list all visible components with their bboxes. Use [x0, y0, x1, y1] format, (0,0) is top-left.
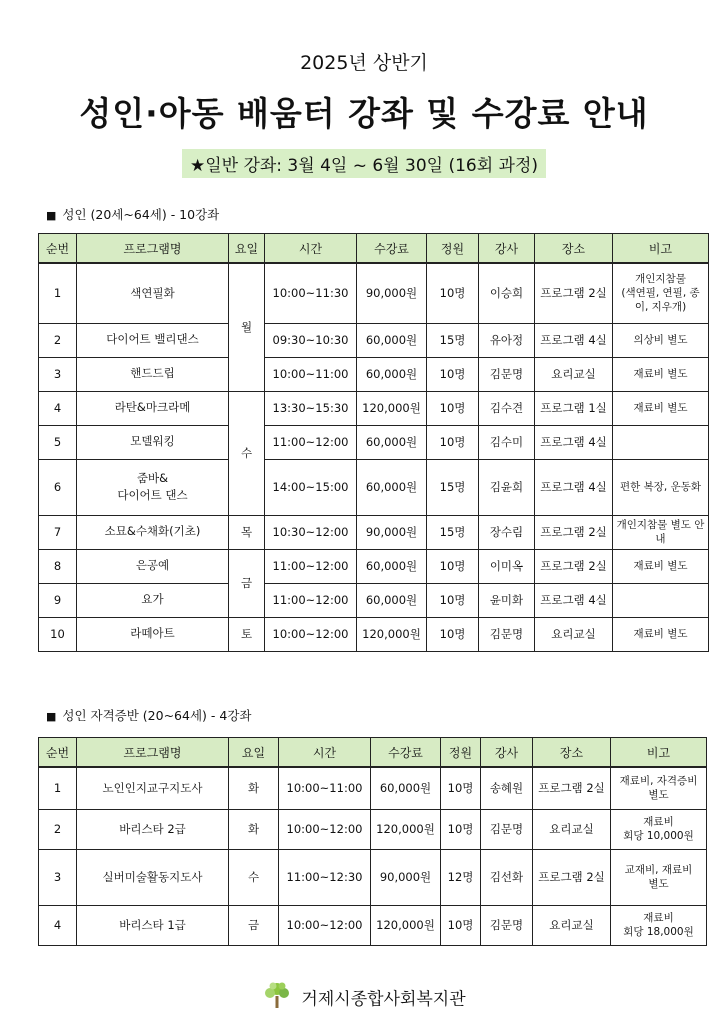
cell-day: 월	[229, 263, 265, 391]
cell-program: 모델워킹	[77, 425, 229, 459]
table-row	[39, 809, 707, 849]
cell-capacity: 10명	[427, 617, 479, 651]
cell-program: 줌바& 다이어트 댄스	[77, 459, 229, 515]
page-title: 성인·아동 배움터 강좌 및 수강료 안내	[79, 94, 649, 133]
cell-teacher: 김문명	[481, 905, 533, 945]
cell-place: 요리교실	[535, 357, 613, 391]
cell-day: 목	[229, 515, 265, 549]
cell-place: 프로그램 2실	[535, 515, 613, 549]
cell-note: 재료비 별도	[613, 391, 709, 425]
cell-note: 재료비 별도	[613, 549, 709, 583]
section2-heading	[46, 706, 251, 724]
cell-day: 화	[229, 809, 279, 849]
cell-fee: 60,000원	[357, 425, 427, 459]
table-row	[39, 391, 709, 425]
cell-note: 재료비 회당 10,000원	[611, 809, 707, 849]
table-row	[39, 357, 709, 391]
cell-program: 실버미술활동지도사	[77, 849, 229, 905]
cell-fee: 60,000원	[357, 459, 427, 515]
cell-place: 요리교실	[533, 809, 611, 849]
col-header: 시간	[265, 234, 357, 264]
col-header: 비고	[613, 234, 709, 264]
col-header: 강사	[481, 738, 533, 768]
cell-place: 프로그램 2실	[535, 263, 613, 323]
cell-no: 1	[39, 263, 77, 323]
cell-capacity: 10명	[427, 583, 479, 617]
cell-note: 개인지참물 (색연필, 연필, 종이, 지우개)	[613, 263, 709, 323]
table-row	[39, 263, 709, 323]
cell-time: 10:00~12:00	[265, 617, 357, 651]
cell-note: 편한 복장, 운동화	[613, 459, 709, 515]
cell-teacher: 송혜원	[481, 767, 533, 809]
cell-time: 09:30~10:30	[265, 323, 357, 357]
col-header: 순번	[39, 234, 77, 264]
cell-program: 은공예	[77, 549, 229, 583]
cell-capacity: 10명	[427, 357, 479, 391]
cell-capacity: 12명	[441, 849, 481, 905]
cell-program: 요가	[77, 583, 229, 617]
cell-capacity: 10명	[441, 767, 481, 809]
cell-program: 핸드드립	[77, 357, 229, 391]
cell-no: 4	[39, 391, 77, 425]
cell-fee: 90,000원	[371, 849, 441, 905]
cell-no: 10	[39, 617, 77, 651]
cell-program: 라탄&마크라메	[77, 391, 229, 425]
col-header: 수강료	[357, 234, 427, 264]
table-row	[39, 459, 709, 515]
tree-logo-icon	[262, 980, 292, 1014]
cell-note: 의상비 별도	[613, 323, 709, 357]
cell-program: 바리스타 1급	[77, 905, 229, 945]
cell-fee: 120,000원	[371, 905, 441, 945]
cell-no: 3	[39, 357, 77, 391]
cell-no: 8	[39, 549, 77, 583]
col-header: 순번	[39, 738, 77, 768]
square-bullet-icon: ■	[46, 209, 57, 222]
cell-day: 수	[229, 849, 279, 905]
cell-program: 라떼아트	[77, 617, 229, 651]
cell-no: 5	[39, 425, 77, 459]
cell-note: 재료비 회당 18,000원	[611, 905, 707, 945]
table-header-row	[39, 738, 707, 768]
cell-capacity: 10명	[441, 809, 481, 849]
cell-no: 9	[39, 583, 77, 617]
cell-no: 2	[39, 323, 77, 357]
footer	[0, 980, 728, 1014]
cell-day: 수	[229, 391, 265, 515]
cell-capacity: 10명	[427, 263, 479, 323]
col-header: 수강료	[371, 738, 441, 768]
cell-place: 프로그램 1실	[535, 391, 613, 425]
cell-day: 화	[229, 767, 279, 809]
table-row	[39, 905, 707, 945]
cell-time: 11:00~12:00	[265, 583, 357, 617]
cell-time: 10:00~11:00	[265, 357, 357, 391]
cell-time: 14:00~15:00	[265, 459, 357, 515]
cell-place: 요리교실	[533, 905, 611, 945]
cell-time: 11:00~12:00	[265, 549, 357, 583]
table-row	[39, 425, 709, 459]
section2-heading-text: 성인 자격증반 (20~64세) - 4강좌	[62, 708, 252, 723]
cell-teacher: 김수견	[479, 391, 535, 425]
table-row	[39, 583, 709, 617]
cell-program: 노인인지교구지도사	[77, 767, 229, 809]
cell-time: 11:00~12:00	[265, 425, 357, 459]
cell-place: 프로그램 2실	[535, 549, 613, 583]
cell-time: 10:00~12:00	[279, 809, 371, 849]
cell-place: 프로그램 4실	[535, 583, 613, 617]
cell-fee: 60,000원	[357, 357, 427, 391]
cell-fee: 60,000원	[357, 583, 427, 617]
cell-time: 10:30~12:00	[265, 515, 357, 549]
col-header: 정원	[427, 234, 479, 264]
cell-capacity: 15명	[427, 515, 479, 549]
cell-capacity: 15명	[427, 459, 479, 515]
section1-heading-text: 성인 (20세~64세) - 10강좌	[62, 207, 220, 222]
col-header: 시간	[279, 738, 371, 768]
cell-fee: 120,000원	[371, 809, 441, 849]
cell-capacity: 10명	[427, 425, 479, 459]
cell-teacher: 김문명	[479, 357, 535, 391]
cell-note	[613, 425, 709, 459]
cell-teacher: 김문명	[481, 809, 533, 849]
cell-day: 토	[229, 617, 265, 651]
cell-note: 재료비 별도	[613, 357, 709, 391]
cell-fee: 60,000원	[357, 323, 427, 357]
table-header-row	[39, 234, 709, 264]
cell-time: 10:00~12:00	[279, 905, 371, 945]
period-text: ★일반 강좌: 3월 4일 ~ 6월 30일 (16회 과정)	[182, 149, 546, 178]
cell-teacher: 윤미화	[479, 583, 535, 617]
cell-capacity: 10명	[427, 549, 479, 583]
cell-no: 3	[39, 849, 77, 905]
square-bullet-icon: ■	[46, 710, 57, 723]
cell-capacity: 10명	[427, 391, 479, 425]
period-banner	[0, 149, 728, 178]
cell-note: 재료비 별도	[613, 617, 709, 651]
cell-teacher: 김선화	[481, 849, 533, 905]
cell-capacity: 15명	[427, 323, 479, 357]
cell-teacher: 김수미	[479, 425, 535, 459]
cell-teacher: 장수림	[479, 515, 535, 549]
cell-place: 프로그램 2실	[533, 849, 611, 905]
cell-fee: 90,000원	[357, 515, 427, 549]
cell-time: 13:30~15:30	[265, 391, 357, 425]
table-row	[39, 515, 709, 549]
cell-fee: 120,000원	[357, 617, 427, 651]
cell-teacher: 김문명	[479, 617, 535, 651]
cell-no: 4	[39, 905, 77, 945]
org-name: 거제시종합사회복지관	[301, 989, 466, 1010]
col-header: 정원	[441, 738, 481, 768]
col-header: 프로그램명	[77, 738, 229, 768]
cell-program: 바리스타 2급	[77, 809, 229, 849]
cell-no: 6	[39, 459, 77, 515]
cell-time: 10:00~11:00	[279, 767, 371, 809]
cell-teacher: 이승희	[479, 263, 535, 323]
cell-no: 7	[39, 515, 77, 549]
cell-day: 금	[229, 549, 265, 617]
col-header: 요일	[229, 738, 279, 768]
cell-program: 소묘&수채화(기초)	[77, 515, 229, 549]
cell-no: 2	[39, 809, 77, 849]
cell-time: 11:00~12:30	[279, 849, 371, 905]
cell-place: 프로그램 4실	[535, 323, 613, 357]
cell-fee: 60,000원	[371, 767, 441, 809]
cell-note: 재료비, 자격증비 별도	[611, 767, 707, 809]
cell-fee: 60,000원	[357, 549, 427, 583]
certificate-course-table	[38, 737, 707, 946]
col-header: 프로그램명	[77, 234, 229, 264]
section1-heading	[46, 205, 219, 223]
cell-note	[613, 583, 709, 617]
col-header: 장소	[533, 738, 611, 768]
cell-place: 프로그램 2실	[533, 767, 611, 809]
col-header: 요일	[229, 234, 265, 264]
cell-no: 1	[39, 767, 77, 809]
cell-teacher: 유아정	[479, 323, 535, 357]
col-header: 장소	[535, 234, 613, 264]
cell-day: 금	[229, 905, 279, 945]
cell-capacity: 10명	[441, 905, 481, 945]
table-row	[39, 849, 707, 905]
table-row	[39, 549, 709, 583]
col-header: 비고	[611, 738, 707, 768]
table-row	[39, 323, 709, 357]
cell-note: 교재비, 재료비 별도	[611, 849, 707, 905]
cell-program: 다이어트 밸리댄스	[77, 323, 229, 357]
cell-time: 10:00~11:30	[265, 263, 357, 323]
adult-course-table	[38, 233, 709, 652]
cell-teacher: 이미옥	[479, 549, 535, 583]
col-header: 강사	[479, 234, 535, 264]
table-row	[39, 617, 709, 651]
cell-teacher: 김윤희	[479, 459, 535, 515]
page-subtitle: 2025년 상반기	[300, 52, 428, 74]
cell-program: 색연필화	[77, 263, 229, 323]
cell-fee: 90,000원	[357, 263, 427, 323]
cell-note: 개인지참물 별도 안내	[613, 515, 709, 549]
cell-fee: 120,000원	[357, 391, 427, 425]
cell-place: 요리교실	[535, 617, 613, 651]
table-row	[39, 767, 707, 809]
cell-place: 프로그램 4실	[535, 459, 613, 515]
cell-place: 프로그램 4실	[535, 425, 613, 459]
